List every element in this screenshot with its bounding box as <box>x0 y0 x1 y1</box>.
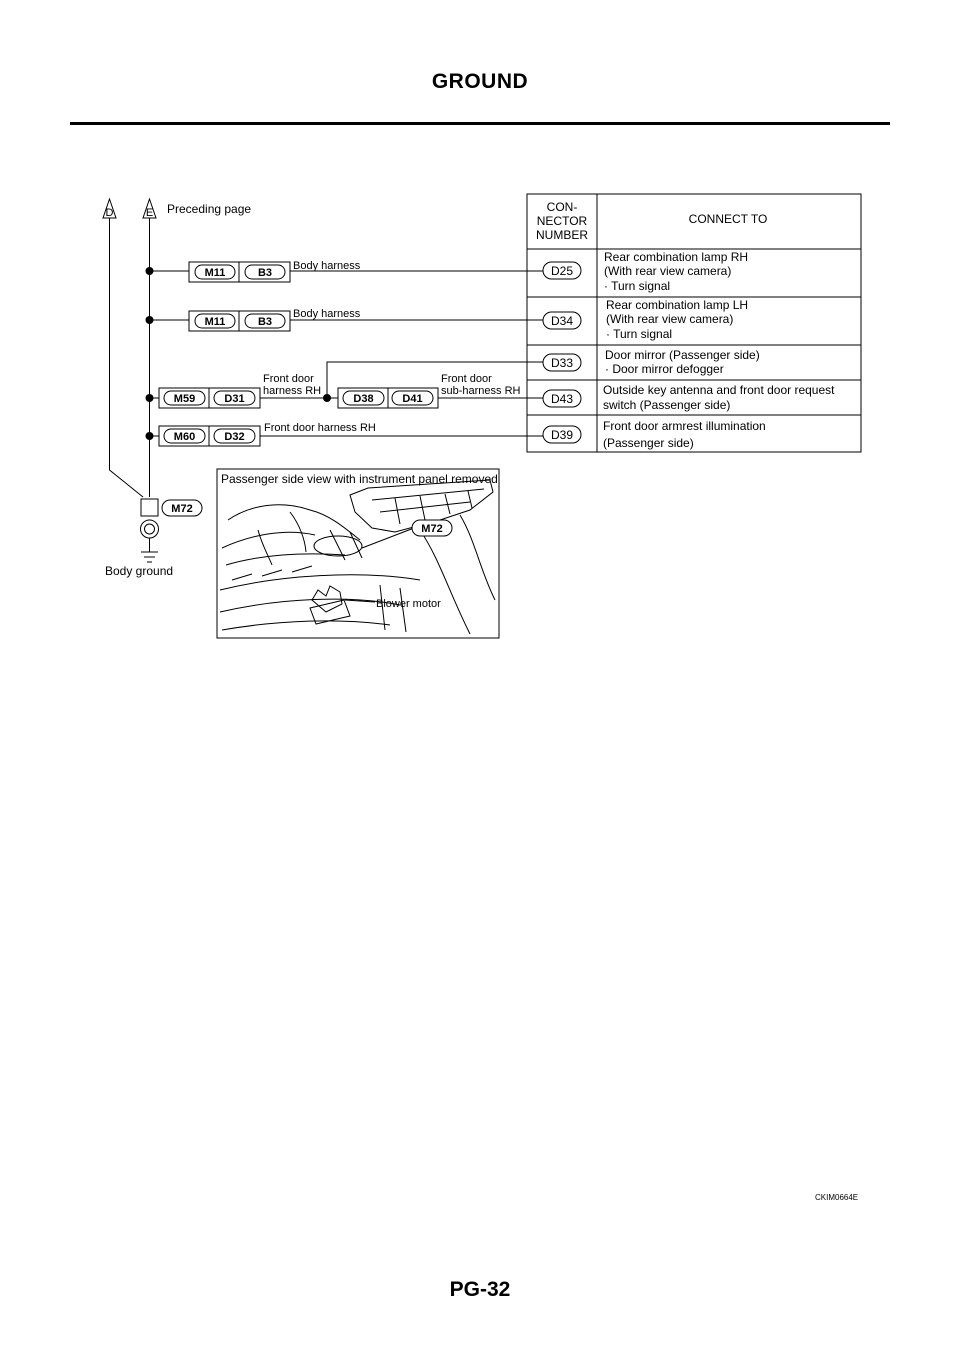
connector-badge: M72 <box>421 523 443 535</box>
harness-label: Front door <box>263 373 314 385</box>
connector-badge: M72 <box>171 503 193 515</box>
svg-text:E: E <box>145 207 154 219</box>
connector-description: Outside key antenna and front door request <box>603 383 835 397</box>
connector-description: Door mirror (Passenger side) <box>605 348 760 362</box>
connector-badge: M11 <box>204 316 226 328</box>
connector-badge: D43 <box>550 392 574 406</box>
connector-badge: B3 <box>257 267 273 279</box>
body-ground-label: Body ground <box>105 564 174 578</box>
connector-description: Rear combination lamp LH <box>606 298 749 312</box>
table-header-connector: NECTOR <box>536 214 588 228</box>
input-marker-d <box>103 199 116 219</box>
connector-badge: D38 <box>353 393 374 405</box>
harness-connector-row <box>159 422 376 446</box>
connector-badge: D33 <box>550 356 574 370</box>
harness-connector-row <box>189 308 361 331</box>
table-row <box>543 348 760 376</box>
input-marker-e <box>143 199 156 219</box>
illustration-caption: Passenger side view with instrument panel removed <box>221 472 498 486</box>
connector-description: · Door mirror defogger <box>605 362 724 376</box>
harness-label: sub-harness RH <box>441 385 521 397</box>
page-title: GROUND <box>431 70 529 93</box>
table-row <box>543 298 748 341</box>
connector-description: · Turn signal <box>604 279 671 293</box>
connector-description: switch (Passenger side) <box>603 398 731 412</box>
splice-points <box>146 267 332 440</box>
connector-badge: D31 <box>224 393 245 405</box>
preceding-page-label: Preceding page <box>167 202 252 216</box>
image-code: CKIM0664E <box>815 1193 859 1202</box>
table-header-connector: NUMBER <box>535 228 589 242</box>
connector-badge: M11 <box>204 267 226 279</box>
connector-badge: D39 <box>550 428 574 442</box>
connector-badge: M59 <box>173 393 196 405</box>
connector-badge: D32 <box>224 431 245 443</box>
table-row <box>543 419 766 450</box>
connector-description: (With rear view camera) <box>604 264 732 278</box>
connector-description: · Turn signal <box>606 327 673 341</box>
connector-badge: D34 <box>550 314 574 328</box>
connector-description: (Passenger side) <box>603 436 694 450</box>
harness-label: Body harness <box>293 308 361 320</box>
harness-label: Front door harness RH <box>264 422 376 434</box>
connector-description: (With rear view camera) <box>606 312 734 326</box>
harness-connector-row <box>189 260 361 282</box>
harness-label: Body harness <box>293 260 361 272</box>
table-row <box>543 383 835 412</box>
connector-badge: D25 <box>550 264 574 278</box>
connector-description: Rear combination lamp RH <box>604 250 749 264</box>
ground-connector <box>105 499 202 578</box>
harness-label: Front door <box>441 373 492 385</box>
connector-badge: B3 <box>257 316 273 328</box>
table-header-connect-to: CONNECT TO <box>688 212 768 226</box>
blower-motor-label: Blower motor <box>376 598 441 610</box>
harness-label: harness RH <box>263 385 322 397</box>
connector-description: Front door armrest illumination <box>603 419 766 433</box>
connector-badge: D41 <box>402 393 423 405</box>
page-number: PG-32 <box>449 1278 511 1301</box>
location-illustration <box>217 469 499 638</box>
connector-badge: M60 <box>173 431 196 443</box>
table-header-connector: CON- <box>546 200 578 214</box>
harness-connector-row <box>159 373 521 408</box>
svg-text:D: D <box>105 207 114 219</box>
table-row <box>543 250 748 293</box>
